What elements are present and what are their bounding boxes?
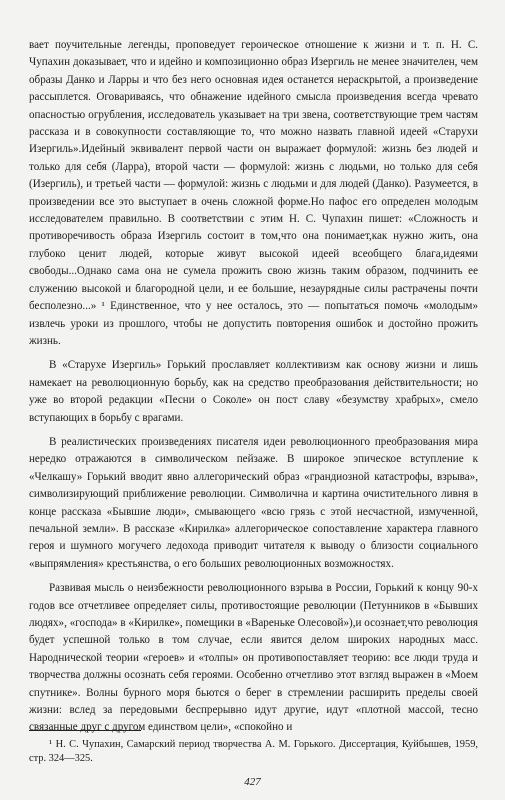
footnote-divider <box>29 730 141 731</box>
footnote: ¹ Н. С. Чупахин, Самарский период творчества А. М. Горького. Диссертация, Куйбышев, 1959, стр. 324—325. <box>29 739 478 764</box>
body-paragraph-2: В «Старухе Изергиль» Горький прославляет коллективизм как основу жизни и лишь намекает на революционную борьбу, как на средство преобразования действительности; но уже во второй редакции «Песни о Соколе» он пост славу «безумству храбрых», смело вступающих в борьбу с врагами. <box>29 359 478 424</box>
body-paragraph-4: Развивая мысль о неизбежности революционного взрыва в России, Горький к концу 90-х годов все отчетливее определяет силы, противостоящие революции (Петунников в «Бывших людях», «господа» в «Кирилке», помещики в «Вареньке Олесовой»),и осознает,что революция будет успешной только в том случае, если явится делом широких народных масс. Народнической теории «героев» и «толпы» он противопоставляет теорию: все люди труда и творчества должны осознать себя героями. Особенно отчетливо этот взгляд выражен в «Моем спутнике». Волны бурного моря бьются о берег в стремлении расширить пределы своей жизни: вслед за передовыми беспрерывно идут другие, идут «плотной массой, тесно связанные друг с другом единством цели», «спокойно и <box>29 582 478 734</box>
body-paragraph-3: В реалистических произведениях писателя идеи революционного преобразования мира нередко отражаются в символическом пейзаже. В широкое эпическое вступление к «Челкашу» Горький вводит явно аллегорический образ «грандиозной катастрофы, взрыва», символизирующий приближение революции. Символична и картина очистительного ливня в конце рассказа «Бывшие люди», смывающего «всю грязь с этой несчастной, измученной, печальной земли». В рассказе «Кирилка» аллегорическое сопоставление характера главного героя и шумного могучего ледохода приводит читателя к выводу о близости социального «выпрямления» крестьянства, о его больших революционных возможностях. <box>29 435 478 570</box>
body-paragraph-1: вает поучительные легенды, проповедует героическое отношение к жизни и т. п. Н. С. Чупахин доказывает, что и идейно и композиционно образ Изергиль не менее значителен, чем образы Данко и Ларры и что без него основная идея останется нераскрытой, а произведение рассыплется. Оговариваясь, что обнажение идейного смысла произведения всегда чревато опасностью огрубления, исследователь указывает на три звена, соответствующие трем частям рассказа и в совокупности составляющие то, что можно назвать главной идеей «Старухи Изергиль».Идейный эквивалент первой части он выражает формулой: жизнь без людей и только для себя (Ларра), второй части — формулой: жизнь с людьми, но только для себя (Изергиль), и третьей части — формулой: жизнь с людьми и для людей (Данко). Разумеется, в произведении все это выступает в очень сложной форме.Но пафос его определен молодым исследователем правильно. В соответствии с этим Н. С. Чупахин пишет: «Сложность и противоречивость образа Изергиль состоит в том,что она понимает,как нужно жить, она глубоко ценит людей, которые живут высокой идеей всеобщего блага,идеями свободы...Однако сама она не сумела прожить свою жизнь таким образом, подчинить ее служению высокой и благородной цели, и ее большие, незаурядные силы растрачены почти бесполезно...» ¹ Единственное, что у нее осталось, это — попытаться помочь «молодым» извлечь уроки из прошлого, чтобы не допустить повторения ошибок и достойно прожить жизнь. <box>29 39 478 347</box>
page-number: 427 <box>244 776 261 788</box>
